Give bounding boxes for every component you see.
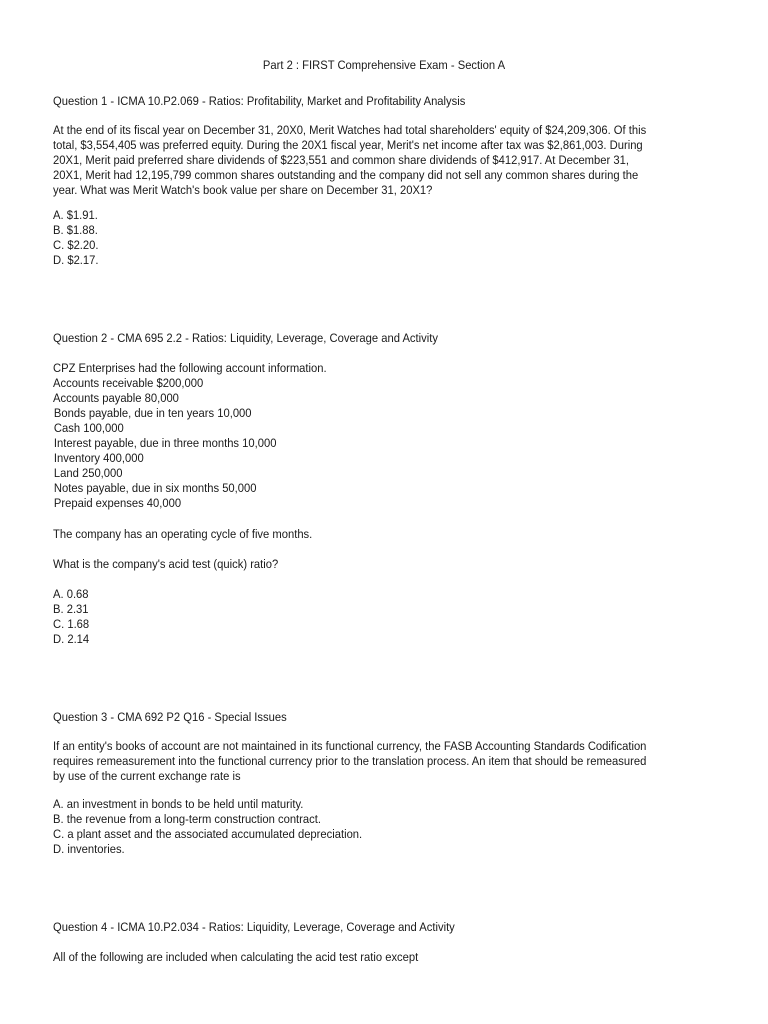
account-item: Bonds payable, due in ten years 10,000 — [53, 406, 252, 420]
account-item: Notes payable, due in six months 50,000 — [53, 481, 257, 495]
answer-option-d: D. inventories. — [53, 842, 125, 856]
question-1-body — [53, 123, 669, 198]
answer-option-c: C. a plant asset and the associated accumulated depreciation. — [53, 827, 363, 841]
account-item: Prepaid expenses 40,000 — [53, 496, 182, 510]
answer-option-a: A. 0.68 — [53, 587, 89, 601]
question-3-options — [53, 797, 669, 857]
question-1-options — [53, 208, 669, 268]
answer-option-c: C. $2.20. — [53, 238, 99, 252]
answer-option-b: B. 2.31 — [53, 602, 89, 616]
question-1-body-line: 20X1, Merit paid preferred share dividends of $223,551 and common share dividends of $412,917. At December 31, — [53, 153, 629, 167]
document-title: Part 2 : FIRST Comprehensive Exam - Section A — [262, 58, 506, 72]
question-4-body — [53, 950, 669, 965]
question-1-body-line: At the end of its fiscal year on December 31, 20X0, Merit Watches had total shareholders' equity of $24,209,306. Of this — [53, 123, 647, 137]
account-item: Inventory 400,000 — [53, 451, 144, 465]
question-3-body-line: by use of the current exchange rate is — [53, 769, 241, 783]
question-3-body — [53, 739, 669, 784]
question-2-note: The company has an operating cycle of five months. — [53, 527, 313, 541]
question-1-body-line: total, $3,554,405 was preferred equity. During the 20X1 fiscal year, Merit's net income after tax was $2,861,003. During — [53, 138, 643, 152]
question-3-body-line: requires remeasurement into the functional currency prior to the translation process. An item that should be remeasured — [53, 754, 647, 768]
answer-option-b: B. the revenue from a long-term construction contract. — [53, 812, 321, 826]
question-2-accounts — [53, 376, 669, 511]
question-2-options — [53, 587, 669, 647]
question-2-heading: Question 2 - CMA 695 2.2 - Ratios: Liquidity, Leverage, Coverage and Activity — [53, 331, 438, 345]
answer-option-d: D. 2.14 — [53, 632, 90, 646]
question-4-body-line: All of the following are included when calculating the acid test ratio except — [53, 950, 419, 964]
answer-option-a: A. an investment in bonds to be held until maturity. — [53, 797, 304, 811]
account-item: Accounts payable 80,000 — [53, 391, 179, 405]
question-1-body-line: 20X1, Merit had 12,195,799 common shares outstanding and the company did not sell any common shares during the — [53, 168, 639, 182]
question-1-body-line: year. What was Merit Watch's book value per share on December 31, 20X1? — [53, 183, 433, 197]
answer-option-a: A. $1.91. — [53, 208, 98, 222]
answer-option-d: D. $2.17. — [53, 253, 99, 267]
answer-option-c: C. 1.68 — [53, 617, 90, 631]
account-item: Interest payable, due in three months 10,000 — [53, 436, 277, 450]
account-item: Land 250,000 — [53, 466, 123, 480]
answer-option-b: B. $1.88. — [53, 223, 98, 237]
question-3-heading: Question 3 - CMA 692 P2 Q16 - Special Issues — [53, 710, 287, 724]
question-3-body-line: If an entity's books of account are not maintained in its functional currency, the FASB Accounting Standards Codification — [53, 739, 647, 753]
question-2-prompt: What is the company's acid test (quick) ratio? — [53, 557, 279, 571]
account-item: Cash 100,000 — [53, 421, 124, 435]
question-2-intro: CPZ Enterprises had the following account information. — [53, 361, 327, 375]
question-4-heading: Question 4 - ICMA 10.P2.034 - Ratios: Liquidity, Leverage, Coverage and Activity — [53, 920, 455, 934]
account-item: Accounts receivable $200,000 — [53, 376, 204, 390]
question-1-heading: Question 1 - ICMA 10.P2.069 - Ratios: Profitability, Market and Profitability Analysis — [53, 94, 466, 108]
